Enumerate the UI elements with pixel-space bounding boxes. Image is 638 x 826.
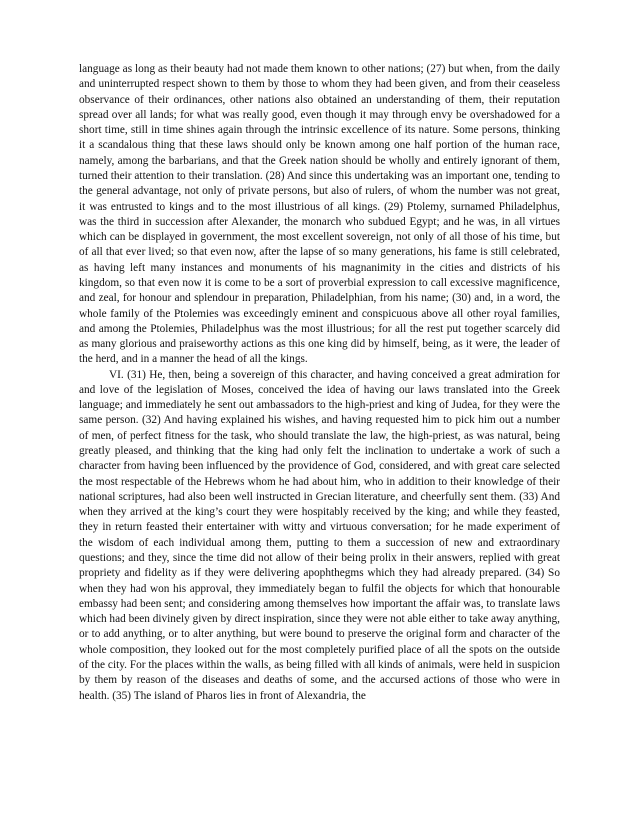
document-page [79,62,560,704]
body-paragraph: language as long as their beauty had not made them known to other nations; (27) but when, from the daily and uninterrupted respect shown to them by those to whom they had been given, and from their ceaseless observance of their ordinances, other nations also obtained an understanding of them, their reputation spread over all lands; for what was really good, even though it may through envy be overshadowed for a short time, still in time shines again through the intrinsic excellence of its nature. Some persons, thinking it a scandalous thing that these laws should only be known among one half portion of the human race, namely, among the barbarians, and that the Greek nation should be wholly and entirely ignorant of them, turned their attention to their translation. (28) And since this undertaking was an important one, tending to the general advantage, not only of private persons, but also of rulers, of whom the number was not great, it was entrusted to kings and to the most illustrious of all kings. (29) Ptolemy, surnamed Philadelphus, was the third in succession after Alexander, the monarch who subdued Egypt; and he was, in all virtues which can be displayed in government, the most excellent sovereign, not only of all those of his time, but of all that ever lived; so that even now, after the lapse of so many generations, his fame is still celebrated, as having left many instances and monuments of his magnanimity in the cities and districts of his kingdom, so that even now it is come to be a sort of proverbial expression to call excessive magnificence, and zeal, for honour and splendour in preparation, Philadelphian, from his name; (30) and, in a word, the whole family of the Ptolemies was exceedingly eminent and conspicuous above all other royal families, and among the Ptolemies, Philadelphus was the most illustrious; for all the rest put together scarcely did as many glorious and praiseworthy actions as this one king did by himself, being, as it were, the leader of the herd, and in a manner the head of all the kings. [79,63,560,366]
body-paragraph-section-vi: VI. (31) He, then, being a sovereign of this character, and having conceived a great admiration for and love of the legislation of Moses, conceived the idea of having our laws translated into the Greek language; and immediately he sent out ambassadors to the high-priest and king of Judea, for they were the same person. (32) And having explained his wishes, and having requested him to pick him out a number of men, of perfect fitness for the task, who should translate the law, the high-priest, as was natural, being greatly pleased, and thinking that the king had only felt the inclination to undertake a work of such a character from having been influenced by the providence of God, considered, and with great care selected the most respectable of the Hebrews whom he had about him, who in addition to their knowledge of their national scriptures, had also been well instructed in Grecian literature, and cheerfully sent them. (33) And when they arrived at the king’s court they were hospitably received by the king; and while they feasted, they in return feasted their entertainer with witty and virtuous conversation; for he made experiment of the wisdom of each individual among them, putting to them a succession of new and extraordinary questions; and they, since the time did not allow of their being prolix in their answers, replied with great propriety and fidelity as if they were delivering apophthegms which they had already prepared. (34) So when they had won his approval, they immediately began to fulfil the objects for which that honourable embassy had been sent; and considering among themselves how important the affair was, to translate laws which had been divinely given by direct inspiration, since they were not able either to take away anything, or to add anything, or to alter anything, but were bound to preserve the original form and character of the whole composition, they looked out for the most completely purified place of all the spots on the outside of the city. For the places within the walls, as being filled with all kinds of animals, were held in suspicion by them by reason of the diseases and deaths of some, and the accursed actions of those who were in health. (35) The island of Pharos lies in front of Alexandria, the [79,368,560,702]
